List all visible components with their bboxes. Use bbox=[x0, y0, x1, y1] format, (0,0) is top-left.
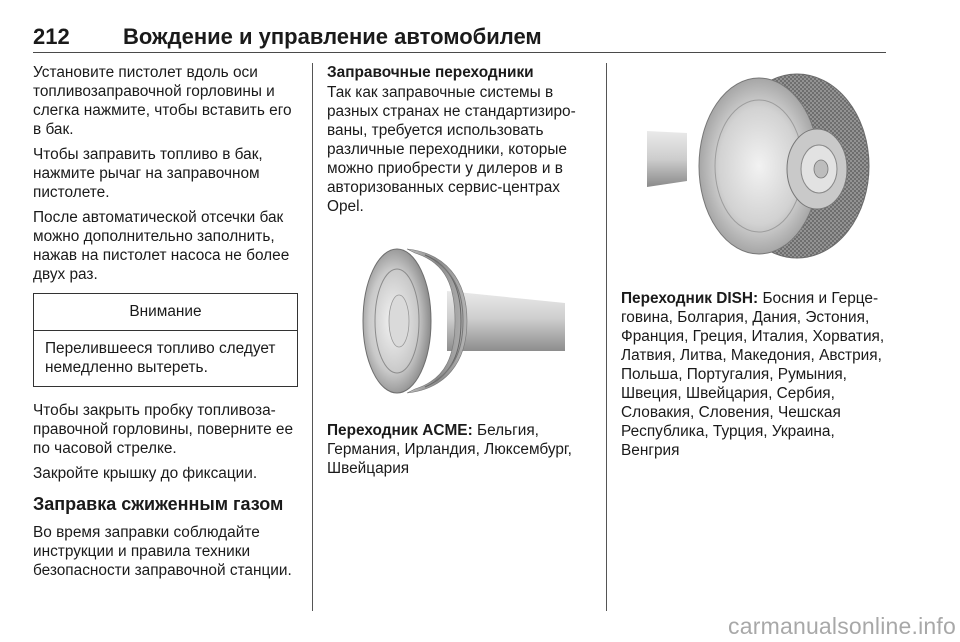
paragraph: Чтобы закрыть пробку топливозаправочной горловины, поверните ее по часовой стрелке. bbox=[33, 402, 294, 457]
paragraph: После автоматической отсечки бак можно дополнительно заполнить, нажав на пистолет насоса не более двух раз. bbox=[33, 209, 290, 283]
paragraph: Чтобы заправить топливо в бак, нажмите рычаг на заправочном пистолете. bbox=[33, 146, 263, 201]
paragraph: Так как заправочные системы в разных странах не стандартизированы, требуется использовать различные переходники, которые можно приобрести у дилеров и в авторизованных сервис-центрах Opel. bbox=[327, 84, 576, 215]
subheading: Заправочные переходники bbox=[327, 64, 534, 81]
dish-adapter-countries: Босния и Герцеговина, Болгария, Дания, Эстония, Франция, Греция, Италия, Хорватия, Латвия, Литва, Македония, Австрия, Польша, Португалия, Румыния, Швеция, Швейцария, Сербия, Словакия, Словения, Чешская Республика, Турция, Украина, Венгрия bbox=[621, 290, 885, 459]
dish-adapter-image bbox=[647, 71, 877, 271]
acme-adapter-image bbox=[355, 239, 565, 399]
page-title: Вождение и управление автомобилем bbox=[123, 24, 542, 49]
warning-text: Перелившееся топливо следует немедленно вытереть. bbox=[45, 340, 276, 376]
section-title: Заправка сжиженным газом bbox=[33, 494, 284, 514]
page-header bbox=[33, 22, 886, 53]
paragraph: Во время заправки соблюдайте инструкции и правила техники безопасности заправочной станции. bbox=[33, 524, 292, 579]
paragraph: Закройте крышку до фиксации. bbox=[33, 465, 258, 482]
page-number: 212 bbox=[33, 24, 70, 49]
warning-box bbox=[33, 293, 298, 387]
acme-adapter-countries: Бельгия, Германия, Ирландия, Люксембург, Швейцария bbox=[327, 422, 572, 477]
warning-title: Внимание bbox=[34, 294, 297, 331]
acme-adapter-description bbox=[327, 421, 592, 478]
dish-adapter-label: Переходник DISH: bbox=[621, 290, 759, 307]
column-left bbox=[33, 63, 298, 586]
column-right bbox=[621, 63, 891, 466]
column-divider bbox=[606, 63, 607, 611]
acme-adapter-label: Переходник ACME: bbox=[327, 422, 473, 439]
column-middle bbox=[327, 63, 592, 484]
paragraph: Установите пистолет вдоль оси топливозаправочной горловины и слегка нажмите, чтобы вставить его в бак. bbox=[33, 64, 292, 138]
column-divider bbox=[312, 63, 313, 611]
dish-adapter-description bbox=[621, 289, 891, 460]
watermark: carmanualsonline.info bbox=[728, 613, 956, 639]
